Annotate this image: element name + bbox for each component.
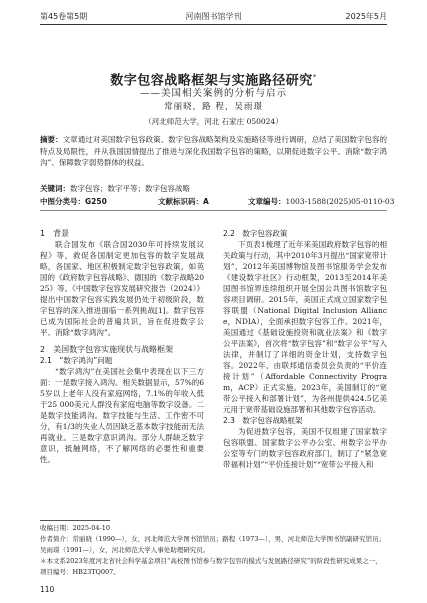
clc-label: 中图分类号： bbox=[40, 197, 85, 206]
abstract-label: 摘要： bbox=[40, 135, 63, 144]
running-header bbox=[40, 10, 387, 23]
title-footnote-mark: * bbox=[312, 73, 317, 81]
classification-line bbox=[40, 196, 395, 207]
footnote-author-info: 作者简介：常丽晓（1990—），女，河北师范大学图书馆馆员；路程（1973—），男，河北师范大学图书馆副研究馆员；吴雨璟（1991—），女，河北师范大学人事处助理研究员。 bbox=[40, 535, 386, 554]
paragraph-digital-divide: “数字鸿沟”在美国社会集中表现在以下三方面：一是数字接入鸿沟。相关数据显示，57%的65岁以上老年人没有家庭网络，7.1%的年收入低于25 000美元人群没有家庭电脑等数字设备。二是数字技能鸿沟。数字技能与生活、工作密不可分，有1/3的失业人员因缺乏基本数字技能而无法再就业。三是数字意识鸿沟。部分人群缺乏数字意识，抵触网络，不了解网络的必要性和重要性。 bbox=[40, 367, 204, 464]
paragraph-framework: 为促进数字包容，美国不仅组建了国家数字包容联盟、国家数字公平办公室、州数字公平办公室等专门的数字包容政府部门，制订了“紧急宽带福利计划”“平价连接计划”“宽带公平接入和 bbox=[223, 427, 387, 469]
author-list: 常丽晓，路 程，吴雨璟 bbox=[164, 102, 263, 112]
page-number: 110 bbox=[40, 585, 55, 594]
doc-code-label: 文献标识码： bbox=[158, 197, 203, 206]
issue-date: 2025年5月 bbox=[345, 12, 387, 21]
doc-code-value: A bbox=[203, 197, 209, 206]
issue-label: 第45卷第5期 bbox=[40, 12, 88, 21]
journal-name: 河南图书馆学刊 bbox=[185, 12, 242, 21]
footnote-received-date: 收稿日期：2025-04-10 bbox=[40, 524, 110, 532]
keywords bbox=[40, 183, 387, 194]
article-number-value: 1003-1588(2025)05-0110-03 bbox=[285, 197, 395, 206]
subsection-heading-policy: 2.2 数字包容政策 bbox=[223, 229, 288, 238]
clc-value: G250 bbox=[85, 197, 107, 206]
header-rule bbox=[40, 24, 387, 25]
left-column bbox=[40, 228, 204, 465]
article-subtitle: ——美国相关案例的分析与启示 bbox=[139, 88, 287, 99]
keywords-text: 数字包容；数字平等；数字包容战略 bbox=[70, 184, 190, 193]
article-number-label: 文章编号： bbox=[248, 197, 286, 206]
keywords-label: 关键词： bbox=[40, 184, 70, 193]
paragraph-background: 联合国发布《联合国2030年可持续发展议程》等，救促各国制定更加包容的数字发展战略，各国家、地区积极制定数字包容政策，如英国的《政府数字包容战略》、德国的《数字战略2025》等。《中国数字包容发展研究报告（2024）》提出中国数字包容实践发展仍处于初级阶段，数字包容的深入推进面临一系列挑战[1]。数字包容已成为国际社会的普遍共识，旨在促进数字公平、消除“数字鸿沟”。 bbox=[40, 240, 204, 337]
paragraph-policy: 下页表1梳理了近年来美国政府数字包容的相关政策与行动，其中2010年3月提出“国家宽带计划”，2012年美国博物馆及图书馆服务学会发布《建设数字社区》行动框架，2013至2014年美国图书馆界连续组织开展全国公共图书馆数字包容项目调研。2015年，美国正式成立国家数字包容联盟（National Digital Inclusion Alliance，NDIA），全面承担数字包容工作。2021年，美国通过《基础设施投资和就业法案》和《数字公平法案》，首次将“数字包容”和“数字公平”写入法律，并制订了详细的资金计划，支持数字包容。2022年，由联邦通信委员会负责的“平价连接计划”（Affordable Connectivity Program，ACP）正式实施。2023年，美国制订的“宽带公平接入和部署计划”，为各州提供424.5亿美元用于宽带基础设施部署和其他数字包容活动。 bbox=[223, 240, 387, 414]
author-affiliation: （河北师范大学，河北 石家庄 050024） bbox=[144, 117, 283, 126]
article-title-text: 数字包容战略框架与实施路径研究 bbox=[110, 73, 313, 89]
subsection-heading-divide: 2.1 “数字鸿沟”问题 bbox=[40, 356, 113, 365]
clc-field bbox=[40, 196, 107, 207]
right-column bbox=[223, 228, 387, 470]
doc-code-field bbox=[158, 196, 209, 207]
abstract bbox=[40, 134, 387, 169]
section-heading-status: 2 美国数字包容实施现状与战略框架 bbox=[40, 345, 174, 354]
article-number-field bbox=[248, 196, 395, 207]
section-heading-background: 1 背景 bbox=[40, 229, 70, 238]
abstract-separator bbox=[40, 210, 387, 211]
footnote-rule bbox=[40, 520, 110, 521]
abstract-text: 文章通过对美国数字包容政策、数字包容战略架构及实施路径等进行调研，总结了美国数字包容的特点及局限性，并从我国国情提出了推进与深化我国数字包容的策略，以期促进数字公平、消除“数字鸿沟”、保障数字弱势群体的权益。 bbox=[40, 135, 388, 167]
subsection-heading-framework: 2.3 数字包容战略框架 bbox=[223, 416, 303, 425]
footnote-funding: ＊本文系2023年度河北省社会科学基金项目“高校图书馆参与数字包容的模式与发展路径研究”的阶段性研究成果之一，项目编号：HB23TQ007。 bbox=[40, 557, 382, 576]
